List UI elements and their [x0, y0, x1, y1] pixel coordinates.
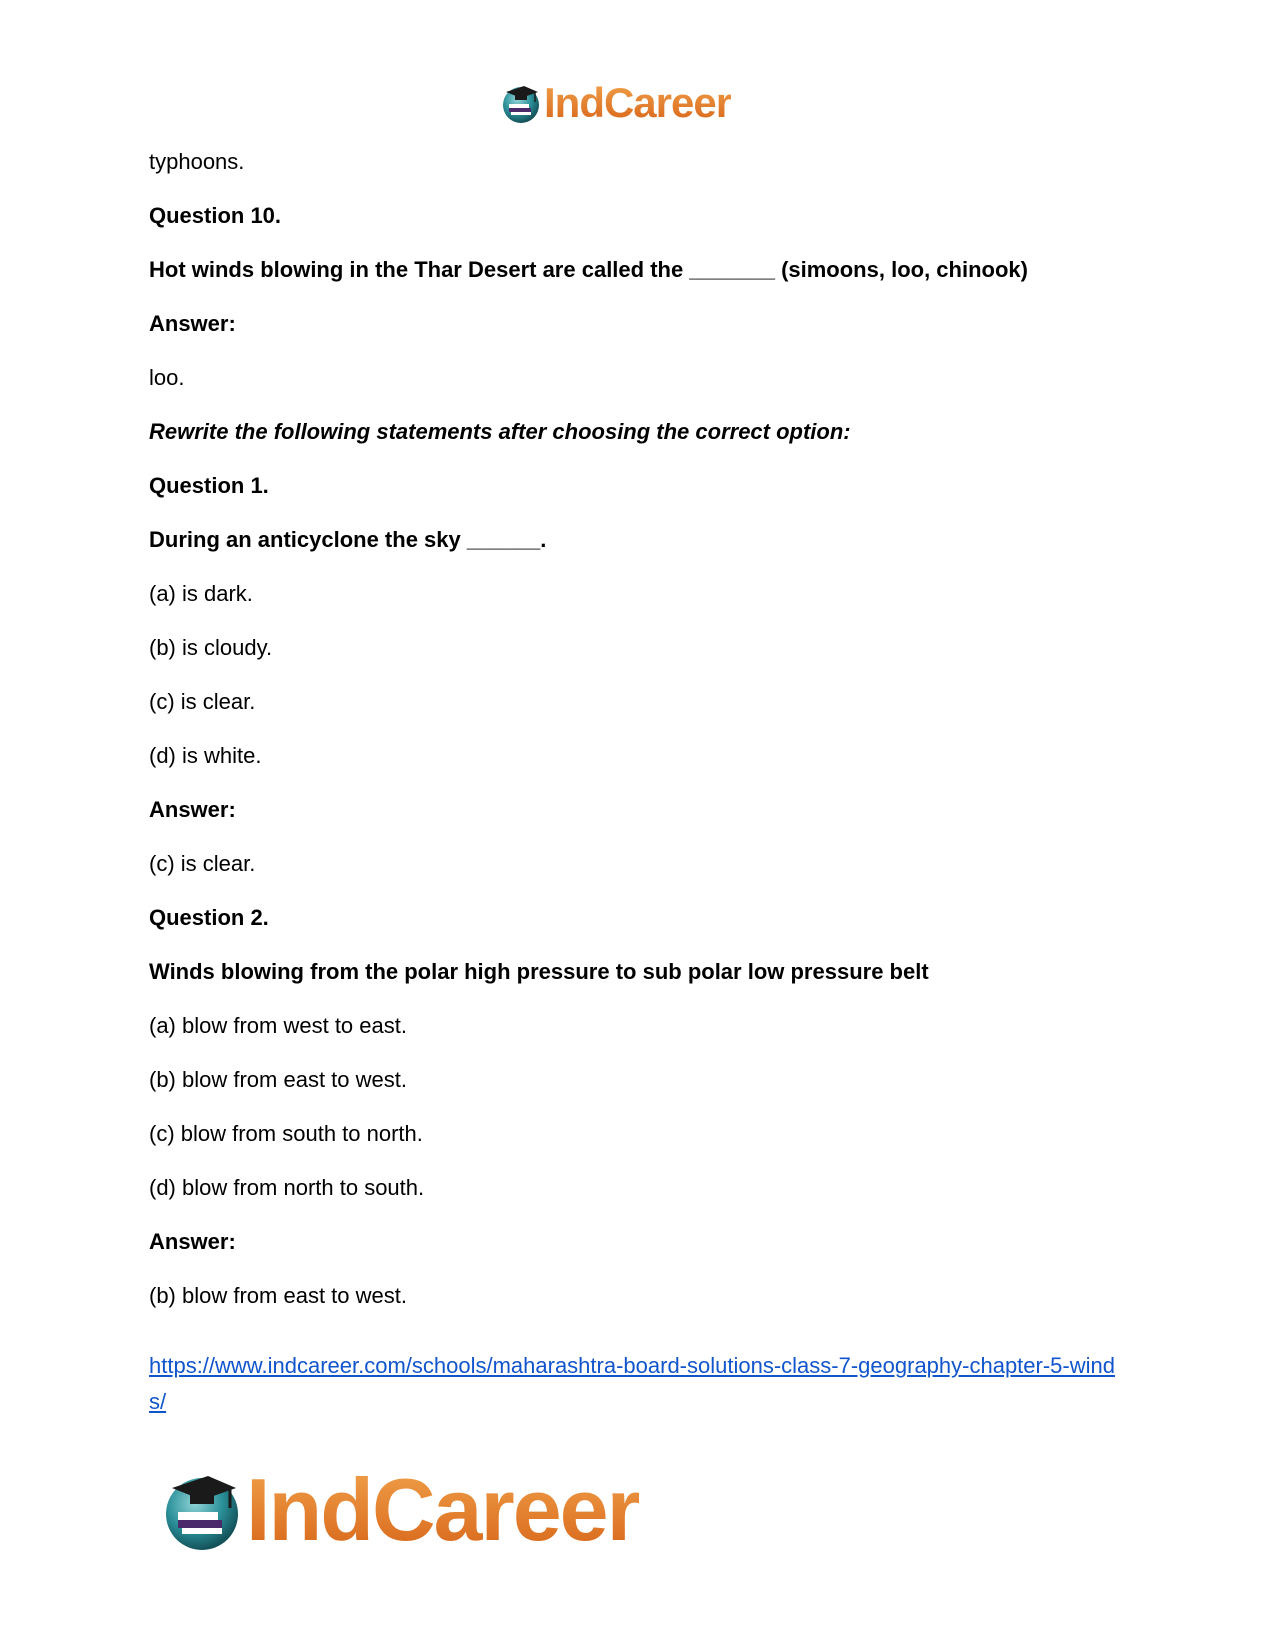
graduation-globe-icon	[160, 1468, 244, 1552]
question-1-label: Question 1.	[149, 473, 269, 498]
question-10-label: Question 10.	[149, 203, 282, 228]
question-1-option: (a) is dark.	[149, 581, 253, 606]
question-1-option: (d) is white.	[149, 743, 262, 768]
question-1-answer: (c) is clear.	[149, 851, 256, 876]
question-2-option: (a) blow from west to east.	[149, 1013, 407, 1038]
question-10-answer: loo.	[149, 365, 185, 390]
question-2-answer-label: Answer:	[149, 1229, 236, 1254]
question-2-option: (c) blow from south to north.	[149, 1121, 423, 1146]
graduation-globe-icon	[500, 82, 542, 124]
question-2-label: Question 2.	[149, 905, 269, 930]
question-2-option: (d) blow from north to south.	[149, 1175, 425, 1200]
question-1-answer-label: Answer:	[149, 797, 236, 822]
question-1-text: During an anticyclone the sky ______.	[149, 527, 547, 552]
question-2-option: (b) blow from east to west.	[149, 1067, 407, 1092]
question-10-answer-label: Answer:	[149, 311, 236, 336]
question-2-text: Winds blowing from the polar high pressure to sub polar low pressure belt	[149, 959, 929, 984]
section-heading: Rewrite the following statements after choosing the correct option:	[149, 419, 851, 444]
question-2-answer: (b) blow from east to west.	[149, 1283, 407, 1308]
question-10-text: Hot winds blowing in the Thar Desert are called the _______ (simoons, loo, chinook)	[149, 257, 1028, 282]
question-1-option: (c) is clear.	[149, 689, 256, 714]
continuation-text: typhoons.	[149, 149, 245, 174]
brand-wordmark: IndCareer	[246, 1460, 639, 1559]
brand-wordmark: IndCareer	[544, 79, 732, 126]
footer-logo	[160, 1462, 639, 1558]
header-logo	[500, 80, 731, 126]
source-link[interactable]: https://www.indcareer.com/schools/maharashtra-board-solutions-class-7-geography-chapter-5-winds/	[149, 1353, 1115, 1414]
question-1-option: (b) is cloudy.	[149, 635, 273, 660]
